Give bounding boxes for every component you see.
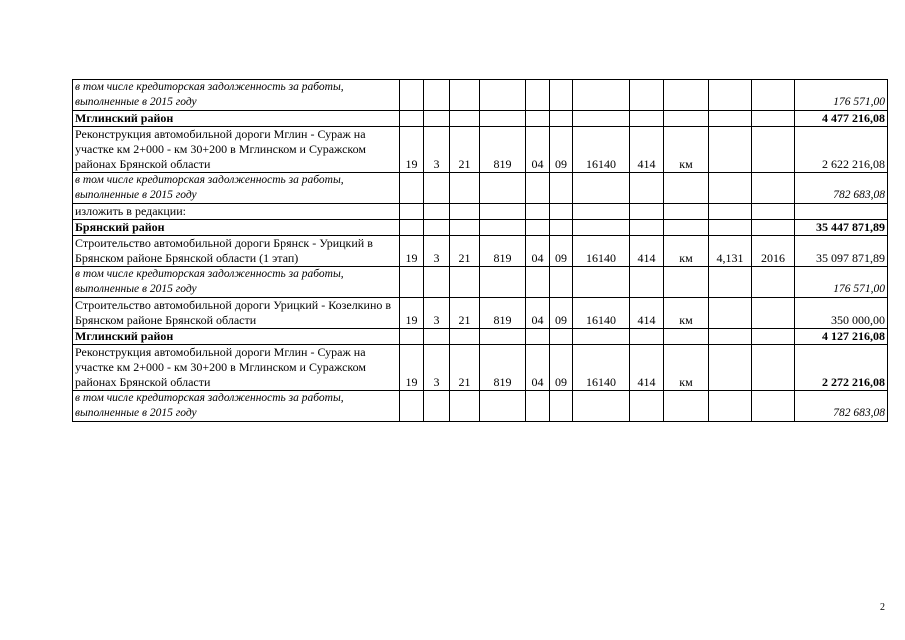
cell-expense-code — [630, 391, 664, 422]
cell-chapter-code — [526, 220, 550, 236]
cell-section-code: 19 — [400, 298, 424, 329]
cell-year — [752, 345, 795, 391]
cell-department-code: 819 — [480, 298, 526, 329]
cell-section-code — [400, 204, 424, 220]
cell-chapter-code — [526, 329, 550, 345]
table-body — [73, 80, 888, 422]
cell-chapter-code: 04 — [526, 127, 550, 173]
cell-subsection-code: 3 — [424, 345, 450, 391]
cell-subchapter-code — [550, 173, 573, 204]
cell-year — [752, 391, 795, 422]
cell-department-code — [480, 204, 526, 220]
cell-subchapter-code — [550, 204, 573, 220]
cell-subsection-code: 3 — [424, 127, 450, 173]
cell-unit: км — [664, 127, 709, 173]
cell-expense-code — [630, 173, 664, 204]
row-amount: 2 622 216,08 — [795, 127, 888, 173]
cell-section-code — [400, 329, 424, 345]
cell-program-code — [450, 111, 480, 127]
cell-subsection-code — [424, 220, 450, 236]
cell-subchapter-code — [550, 391, 573, 422]
cell-subchapter-code: 09 — [550, 236, 573, 267]
cell-unit — [664, 80, 709, 111]
cell-unit: км — [664, 236, 709, 267]
cell-subchapter-code — [550, 220, 573, 236]
cell-department-code: 819 — [480, 345, 526, 391]
cell-target-code: 16140 — [573, 127, 630, 173]
cell-expense-code — [630, 220, 664, 236]
cell-quantity — [709, 298, 752, 329]
cell-year — [752, 329, 795, 345]
cell-chapter-code — [526, 267, 550, 298]
cell-target-code: 16140 — [573, 236, 630, 267]
row-name: в том числе кредиторская задолженность за работы, выполненные в 2015 году — [73, 173, 400, 204]
row-amount: 35 447 871,89 — [795, 220, 888, 236]
row-name: Брянский район — [73, 220, 400, 236]
cell-target-code: 16140 — [573, 298, 630, 329]
cell-target-code — [573, 329, 630, 345]
cell-quantity — [709, 345, 752, 391]
cell-unit: км — [664, 298, 709, 329]
cell-target-code — [573, 267, 630, 298]
cell-target-code — [573, 220, 630, 236]
cell-year — [752, 220, 795, 236]
row-amount: 35 097 871,89 — [795, 236, 888, 267]
cell-chapter-code — [526, 204, 550, 220]
cell-department-code — [480, 111, 526, 127]
cell-program-code — [450, 204, 480, 220]
table-row — [73, 298, 888, 329]
cell-section-code — [400, 80, 424, 111]
row-amount: 782 683,08 — [795, 173, 888, 204]
row-amount: 4 127 216,08 — [795, 329, 888, 345]
cell-quantity — [709, 391, 752, 422]
table-row — [73, 173, 888, 204]
row-name: в том числе кредиторская задолженность за работы, выполненные в 2015 году — [73, 391, 400, 422]
row-name: Мглинский район — [73, 329, 400, 345]
cell-quantity — [709, 173, 752, 204]
cell-quantity — [709, 267, 752, 298]
cell-department-code — [480, 391, 526, 422]
cell-subchapter-code: 09 — [550, 345, 573, 391]
row-name: Строительство автомобильной дороги Брянск - Урицкий в Брянском районе Брянской области (1 этап) — [73, 236, 400, 267]
cell-chapter-code: 04 — [526, 298, 550, 329]
cell-expense-code — [630, 267, 664, 298]
cell-year — [752, 127, 795, 173]
row-amount: 350 000,00 — [795, 298, 888, 329]
cell-quantity — [709, 127, 752, 173]
cell-quantity — [709, 80, 752, 111]
cell-section-code — [400, 267, 424, 298]
cell-expense-code — [630, 111, 664, 127]
cell-subchapter-code — [550, 267, 573, 298]
cell-subchapter-code — [550, 329, 573, 345]
cell-quantity — [709, 204, 752, 220]
row-amount: 2 272 216,08 — [795, 345, 888, 391]
cell-chapter-code: 04 — [526, 236, 550, 267]
row-name: Реконструкция автомобильной дороги Мглин - Сураж на участке км 2+000 - км 30+200 в Мглинском и Суражском районах Брянской области — [73, 345, 400, 391]
cell-subsection-code: 3 — [424, 236, 450, 267]
cell-unit — [664, 329, 709, 345]
table-row — [73, 236, 888, 267]
cell-subchapter-code: 09 — [550, 298, 573, 329]
cell-program-code — [450, 267, 480, 298]
cell-department-code — [480, 173, 526, 204]
cell-unit — [664, 173, 709, 204]
cell-chapter-code — [526, 391, 550, 422]
cell-expense-code: 414 — [630, 236, 664, 267]
row-amount — [795, 204, 888, 220]
cell-expense-code: 414 — [630, 298, 664, 329]
cell-program-code — [450, 80, 480, 111]
cell-department-code: 819 — [480, 127, 526, 173]
budget-table — [72, 79, 888, 422]
cell-subsection-code — [424, 391, 450, 422]
cell-section-code: 19 — [400, 345, 424, 391]
cell-chapter-code: 04 — [526, 345, 550, 391]
cell-year — [752, 173, 795, 204]
cell-subsection-code — [424, 329, 450, 345]
cell-year — [752, 111, 795, 127]
cell-program-code — [450, 220, 480, 236]
cell-expense-code — [630, 204, 664, 220]
cell-chapter-code — [526, 80, 550, 111]
row-name: Мглинский район — [73, 111, 400, 127]
cell-program-code — [450, 329, 480, 345]
cell-expense-code — [630, 329, 664, 345]
cell-program-code — [450, 391, 480, 422]
cell-target-code: 16140 — [573, 345, 630, 391]
table-row — [73, 80, 888, 111]
row-name: Реконструкция автомобильной дороги Мглин - Сураж на участке км 2+000 - км 30+200 в Мглинском и Суражском районах Брянской области — [73, 127, 400, 173]
cell-target-code — [573, 111, 630, 127]
cell-program-code: 21 — [450, 298, 480, 329]
row-amount: 4 477 216,08 — [795, 111, 888, 127]
cell-chapter-code — [526, 173, 550, 204]
table-row — [73, 204, 888, 220]
table-row — [73, 220, 888, 236]
cell-target-code — [573, 391, 630, 422]
cell-expense-code — [630, 80, 664, 111]
cell-subchapter-code — [550, 80, 573, 111]
cell-section-code: 19 — [400, 236, 424, 267]
cell-expense-code: 414 — [630, 345, 664, 391]
cell-quantity: 4,131 — [709, 236, 752, 267]
row-amount: 176 571,00 — [795, 267, 888, 298]
cell-unit: км — [664, 345, 709, 391]
row-amount: 176 571,00 — [795, 80, 888, 111]
cell-subsection-code — [424, 111, 450, 127]
cell-program-code: 21 — [450, 236, 480, 267]
cell-department-code: 819 — [480, 236, 526, 267]
table-row — [73, 329, 888, 345]
cell-section-code — [400, 220, 424, 236]
cell-department-code — [480, 267, 526, 298]
cell-subchapter-code: 09 — [550, 127, 573, 173]
cell-unit — [664, 111, 709, 127]
row-name: Строительство автомобильной дороги Урицкий - Козелкино в Брянском районе Брянской области — [73, 298, 400, 329]
cell-section-code: 19 — [400, 127, 424, 173]
cell-section-code — [400, 111, 424, 127]
page-number: 2 — [880, 602, 885, 613]
row-amount: 782 683,08 — [795, 391, 888, 422]
table-row — [73, 391, 888, 422]
cell-program-code: 21 — [450, 127, 480, 173]
cell-unit — [664, 391, 709, 422]
cell-section-code — [400, 391, 424, 422]
cell-quantity — [709, 220, 752, 236]
cell-year — [752, 80, 795, 111]
row-name: в том числе кредиторская задолженность за работы, выполненные в 2015 году — [73, 267, 400, 298]
cell-year: 2016 — [752, 236, 795, 267]
cell-subsection-code — [424, 80, 450, 111]
cell-program-code — [450, 173, 480, 204]
cell-section-code — [400, 173, 424, 204]
cell-year — [752, 267, 795, 298]
cell-expense-code: 414 — [630, 127, 664, 173]
cell-unit — [664, 220, 709, 236]
table-row — [73, 111, 888, 127]
cell-department-code — [480, 329, 526, 345]
cell-year — [752, 298, 795, 329]
cell-program-code: 21 — [450, 345, 480, 391]
row-name: изложить в редакции: — [73, 204, 400, 220]
table-row — [73, 267, 888, 298]
cell-department-code — [480, 80, 526, 111]
cell-subsection-code — [424, 267, 450, 298]
cell-quantity — [709, 329, 752, 345]
cell-year — [752, 204, 795, 220]
cell-subsection-code: 3 — [424, 298, 450, 329]
cell-quantity — [709, 111, 752, 127]
cell-unit — [664, 267, 709, 298]
cell-target-code — [573, 80, 630, 111]
cell-target-code — [573, 204, 630, 220]
cell-subsection-code — [424, 204, 450, 220]
cell-chapter-code — [526, 111, 550, 127]
table-row — [73, 127, 888, 173]
cell-subsection-code — [424, 173, 450, 204]
cell-department-code — [480, 220, 526, 236]
row-name: в том числе кредиторская задолженность за работы, выполненные в 2015 году — [73, 80, 400, 111]
table-row — [73, 345, 888, 391]
cell-target-code — [573, 173, 630, 204]
cell-unit — [664, 204, 709, 220]
cell-subchapter-code — [550, 111, 573, 127]
